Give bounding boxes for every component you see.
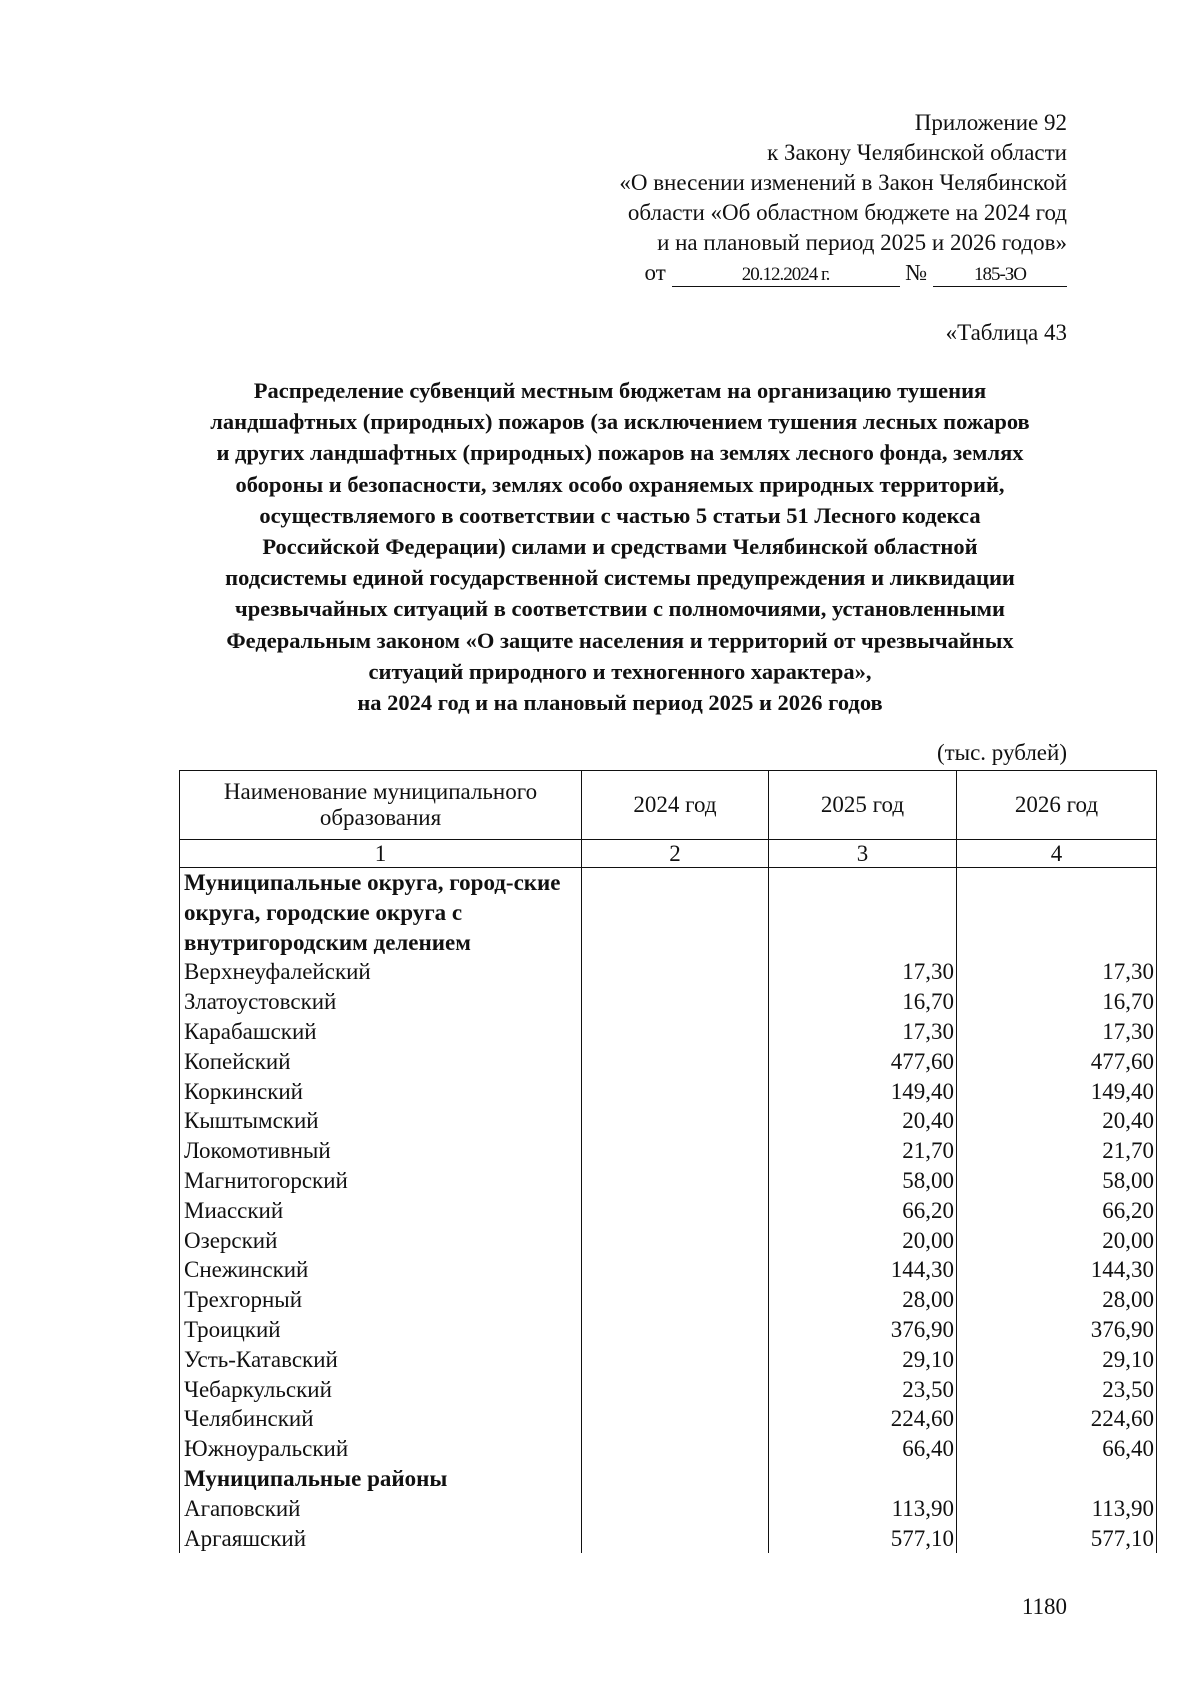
value-2024 (582, 1404, 769, 1434)
municipality-name: Аргаяшский (180, 1524, 582, 1554)
value-2026: 20,40 (957, 1106, 1157, 1136)
value-2026: 23,50 (957, 1375, 1157, 1405)
appendix-line: Приложение 92 (914, 110, 1067, 135)
table-body (180, 840, 1157, 1554)
value-2024 (582, 868, 769, 958)
from-label: от (644, 260, 666, 285)
value-2024 (582, 1285, 769, 1315)
table-row (180, 1285, 1157, 1315)
value-2025: 16,70 (769, 987, 957, 1017)
table-row (180, 1494, 1157, 1524)
units-label: (тыс. рублей) (936, 740, 1067, 765)
title-line: и других ландшафтных (природных) пожаров на землях лесного фонда, землях (216, 440, 1024, 466)
appendix-line: «О внесении изменений в Закон Челябинской (619, 170, 1067, 195)
table-row (180, 1106, 1157, 1136)
value-2026: 66,20 (957, 1196, 1157, 1226)
table-row (180, 1255, 1157, 1285)
title-line: осуществляемого в соответствии с частью 5 статьи 51 Лесного кодекса (259, 502, 981, 528)
municipality-name: Кыштымский (180, 1106, 582, 1136)
value-2024 (582, 1136, 769, 1166)
column-number-row (180, 840, 1157, 868)
appendix-line: к Закону Челябинской области (767, 140, 1067, 165)
value-2024 (582, 1434, 769, 1464)
value-2025: 20,40 (769, 1106, 957, 1136)
value-2024 (582, 1106, 769, 1136)
value-2024 (582, 987, 769, 1017)
value-2025 (769, 1464, 957, 1494)
value-2026: 376,90 (957, 1315, 1157, 1345)
value-2025: 21,70 (769, 1136, 957, 1166)
value-2024 (582, 1345, 769, 1375)
table-row (180, 1226, 1157, 1256)
value-2026: 113,90 (957, 1494, 1157, 1524)
value-2026: 17,30 (957, 957, 1157, 987)
law-date: 20.12.2024 г. (672, 264, 900, 287)
value-2026: 477,60 (957, 1047, 1157, 1077)
law-number: 185-ЗО (933, 264, 1067, 287)
municipality-name: Златоустовский (180, 987, 582, 1017)
municipality-name: Озерский (180, 1226, 582, 1256)
value-2024 (582, 1166, 769, 1196)
value-2026: 17,30 (957, 1017, 1157, 1047)
value-2025: 66,20 (769, 1196, 957, 1226)
value-2026: 144,30 (957, 1255, 1157, 1285)
value-2026 (957, 1464, 1157, 1494)
value-2025: 376,90 (769, 1315, 957, 1345)
value-2025: 17,30 (769, 1017, 957, 1047)
table-row (180, 1345, 1157, 1375)
value-2024 (582, 1524, 769, 1554)
value-2024 (582, 1226, 769, 1256)
value-2025 (769, 868, 957, 958)
value-2024 (582, 957, 769, 987)
value-2026: 149,40 (957, 1077, 1157, 1107)
value-2025: 28,00 (769, 1285, 957, 1315)
municipality-name: Трехгорный (180, 1285, 582, 1315)
table-row (180, 1315, 1157, 1345)
table-group-row (180, 1464, 1157, 1494)
table-row (180, 1375, 1157, 1405)
column-number: 1 (180, 840, 582, 868)
table-row (180, 1047, 1157, 1077)
value-2026: 58,00 (957, 1166, 1157, 1196)
header-2026: 2026 год (957, 771, 1157, 840)
appendix-line: области «Об областном бюджете на 2024 год (627, 200, 1067, 225)
value-2024 (582, 1494, 769, 1524)
municipality-name: Агаповский (180, 1494, 582, 1524)
table-row (180, 1136, 1157, 1166)
value-2025: 149,40 (769, 1077, 957, 1107)
column-number: 4 (957, 840, 1157, 868)
value-2026: 21,70 (957, 1136, 1157, 1166)
value-2024 (582, 1315, 769, 1345)
title-line: ландшафтных (природных) пожаров (за исключением тушения лесных пожаров (210, 409, 1030, 435)
value-2024 (582, 1047, 769, 1077)
table-row (180, 1196, 1157, 1226)
value-2024 (582, 1255, 769, 1285)
municipality-name: Карабашский (180, 1017, 582, 1047)
appendix-line: и на плановый период 2025 и 2026 годов» (657, 230, 1067, 255)
value-2024 (582, 1464, 769, 1494)
value-2025: 577,10 (769, 1524, 957, 1554)
appendix-header (619, 108, 1067, 288)
municipality-name: Муниципальные районы (180, 1464, 582, 1494)
municipality-name: Южноуральский (180, 1434, 582, 1464)
title-line: обороны и безопасности, землях особо охраняемых природных территорий, (235, 471, 1005, 497)
title-line: Распределение субвенций местным бюджетам на организацию тушения (253, 378, 987, 403)
municipality-name: Усть-Катавский (180, 1345, 582, 1375)
value-2024 (582, 1077, 769, 1107)
title-line: Федеральным законом «О защите населения и территорий от чрезвычайных (226, 627, 1014, 653)
municipality-name: Миасский (180, 1196, 582, 1226)
municipality-name: Коркинский (180, 1077, 582, 1107)
header-2024: 2024 год (582, 771, 769, 840)
municipality-name: Локомотивный (180, 1136, 582, 1166)
municipality-name: Копейский (180, 1047, 582, 1077)
table-row (180, 1434, 1157, 1464)
subvention-table (179, 770, 1157, 1553)
value-2025: 224,60 (769, 1404, 957, 1434)
table-row (180, 1404, 1157, 1434)
value-2025: 17,30 (769, 957, 957, 987)
table-group-row (180, 868, 1157, 958)
title-line: Российской Федерации) силами и средствами Челябинской областной (262, 534, 978, 560)
document-title (160, 375, 1080, 718)
municipality-name: Муниципальные округа, город-ские округа, городские округа с внутригородским делением (180, 868, 582, 958)
value-2026: 20,00 (957, 1226, 1157, 1256)
column-number: 2 (582, 840, 769, 868)
value-2026: 66,40 (957, 1434, 1157, 1464)
value-2025: 23,50 (769, 1375, 957, 1405)
value-2024 (582, 1017, 769, 1047)
municipality-name: Снежинский (180, 1255, 582, 1285)
value-2025: 66,40 (769, 1434, 957, 1464)
table-row (180, 1077, 1157, 1107)
value-2024 (582, 1375, 769, 1405)
value-2025: 113,90 (769, 1494, 957, 1524)
table-header-row (180, 771, 1157, 840)
title-line: на 2024 год и на плановый период 2025 и 2026 годов (357, 690, 883, 716)
value-2025: 58,00 (769, 1166, 957, 1196)
header-2025: 2025 год (769, 771, 957, 840)
value-2025: 20,00 (769, 1226, 957, 1256)
page-number: 1180 (1021, 1594, 1067, 1619)
table-label: «Таблица 43 (945, 320, 1067, 345)
municipality-name: Верхнеуфалейский (180, 957, 582, 987)
value-2025: 29,10 (769, 1345, 957, 1375)
municipality-name: Магнитогорский (180, 1166, 582, 1196)
value-2026: 29,10 (957, 1345, 1157, 1375)
law-date-number-line (619, 258, 1067, 288)
value-2025: 477,60 (769, 1047, 957, 1077)
value-2026 (957, 868, 1157, 958)
value-2024 (582, 1196, 769, 1226)
table-row (180, 1017, 1157, 1047)
value-2026: 16,70 (957, 987, 1157, 1017)
title-line: подсистемы единой государственной системы предупреждения и ликвидации (225, 565, 1015, 591)
column-number: 3 (769, 840, 957, 868)
table-row (180, 1524, 1157, 1554)
title-line: чрезвычайных ситуаций в соответствии с полномочиями, установленными (235, 596, 1005, 622)
title-line: ситуаций природного и техногенного характера», (368, 658, 872, 684)
table-row (180, 1166, 1157, 1196)
municipality-name: Челябинский (180, 1404, 582, 1434)
municipality-name: Троицкий (180, 1315, 582, 1345)
value-2026: 28,00 (957, 1285, 1157, 1315)
value-2026: 224,60 (957, 1404, 1157, 1434)
table-row (180, 987, 1157, 1017)
municipality-name: Чебаркульский (180, 1375, 582, 1405)
number-label: № (905, 260, 928, 285)
value-2026: 577,10 (957, 1524, 1157, 1554)
value-2025: 144,30 (769, 1255, 957, 1285)
header-municipality: Наименование муниципального образования (180, 771, 582, 840)
table-row (180, 957, 1157, 987)
